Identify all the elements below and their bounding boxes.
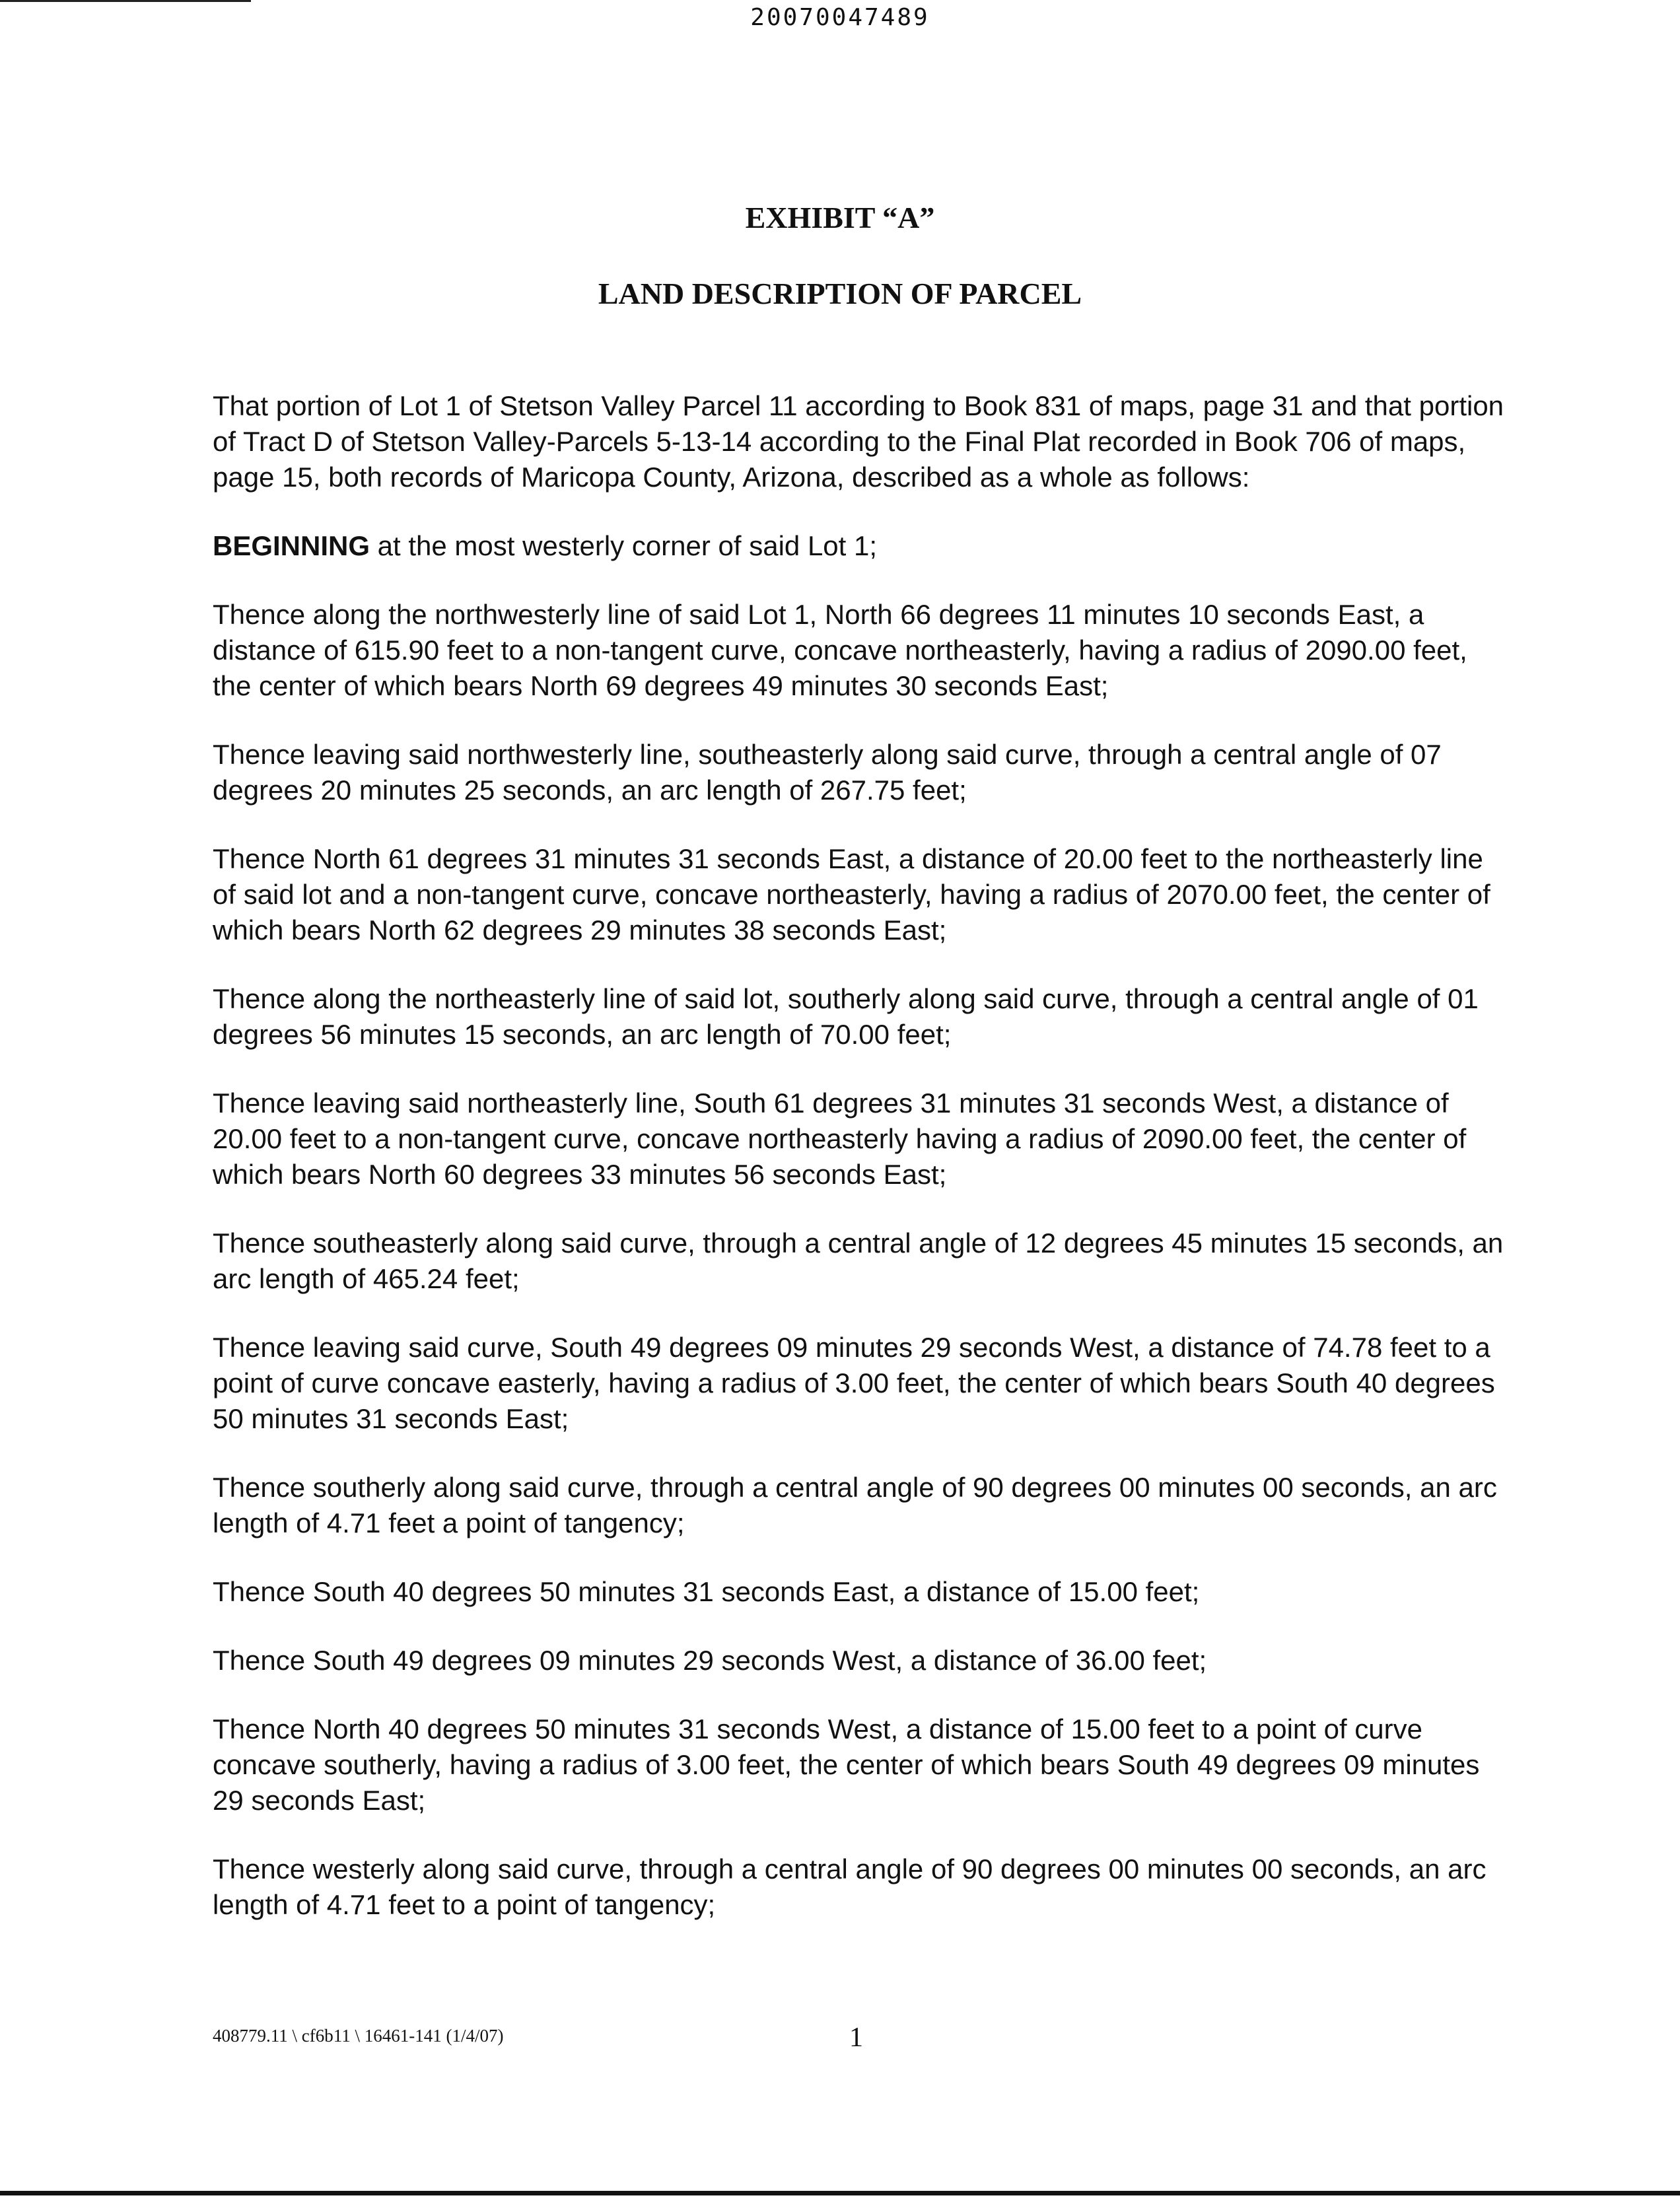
paragraph-course: Thence along the northwesterly line of said Lot 1, North 66 degrees 11 minutes 10 seconds East, a distance of 615.90 feet to a non-tangent curve, concave northeasterly, having a radius of 2090.00 feet, the center of which bears North 69 degrees 49 minutes 30 seconds East;	[213, 599, 1467, 701]
footer-file-code: 408779.11 \ cf6b11 \ 16461-141 (1/4/07)	[213, 2026, 504, 2046]
paragraph-course: Thence leaving said curve, South 49 degrees 09 minutes 29 seconds West, a distance of 74.78 feet to a point of curve concave easterly, having a radius of 3.00 feet, the center of which bears South 40 degrees 50 minutes 31 seconds East;	[213, 1332, 1495, 1434]
paragraph-course: Thence leaving said northeasterly line, South 61 degrees 31 minutes 31 seconds West, a distance of 20.00 feet to a non-tangent curve, concave northeasterly having a radius of 2090.00 feet, the center of which bears North 60 degrees 33 minutes 56 seconds East;	[213, 1087, 1467, 1190]
beginning-keyword: BEGINNING	[213, 530, 370, 561]
paragraph-course: Thence leaving said northwesterly line, southeasterly along said curve, through a central angle of 07 degrees 20 minutes 25 seconds, an arc length of 267.75 feet;	[213, 739, 1442, 806]
top-edge-rule	[0, 0, 251, 2]
paragraph-course: Thence southeasterly along said curve, through a central angle of 12 degrees 45 minutes 15 seconds, an arc length of 465.24 feet;	[213, 1227, 1504, 1294]
section-title: LAND DESCRIPTION OF PARCEL	[598, 277, 1082, 310]
paragraph-beginning	[213, 528, 1507, 564]
paragraph-intro: That portion of Lot 1 of Stetson Valley Parcel 11 according to Book 831 of maps, page 31 and that portion of Tract D of Stetson Valley-Parcels 5-13-14 according to the Final Plat recorded in Book 706 of maps, page 15, both records of Maricopa County, Arizona, described as a whole as follows:	[213, 390, 1504, 493]
paragraph-course: Thence South 40 degrees 50 minutes 31 seconds East, a distance of 15.00 feet;	[213, 1576, 1200, 1607]
page-number: 1	[849, 2022, 863, 2053]
exhibit-title: EXHIBIT “A”	[745, 201, 935, 234]
paragraph-course: Thence North 40 degrees 50 minutes 31 seconds West, a distance of 15.00 feet to a point of curve concave southerly, having a radius of 3.00 feet, the center of which bears South 49 degrees 09 minutes 29 seconds East;	[213, 1713, 1480, 1816]
legal-description-body	[213, 388, 1507, 1956]
paragraph-course: Thence North 61 degrees 31 minutes 31 seconds East, a distance of 20.00 feet to the northeasterly line of said lot and a non-tangent curve, concave northeasterly, having a radius of 2070.00 feet, the center of which bears North 62 degrees 29 minutes 38 seconds East;	[213, 843, 1490, 946]
paragraph-course: Thence along the northeasterly line of said lot, southerly along said curve, through a central angle of 01 degrees 56 minutes 15 seconds, an arc length of 70.00 feet;	[213, 983, 1479, 1050]
paragraph-course: Thence southerly along said curve, through a central angle of 90 degrees 00 minutes 00 seconds, an arc length of 4.71 feet a point of tangency;	[213, 1472, 1497, 1538]
bottom-edge-rule	[0, 2191, 1680, 2195]
document-number: 20070047489	[750, 4, 930, 31]
paragraph-course: Thence westerly along said curve, through a central angle of 90 degrees 00 minutes 00 seconds, an arc length of 4.71 feet to a point of tangency;	[213, 1853, 1487, 1920]
paragraph-course: Thence South 49 degrees 09 minutes 29 seconds West, a distance of 36.00 feet;	[213, 1645, 1207, 1676]
beginning-text: at the most westerly corner of said Lot 1;	[370, 530, 878, 561]
